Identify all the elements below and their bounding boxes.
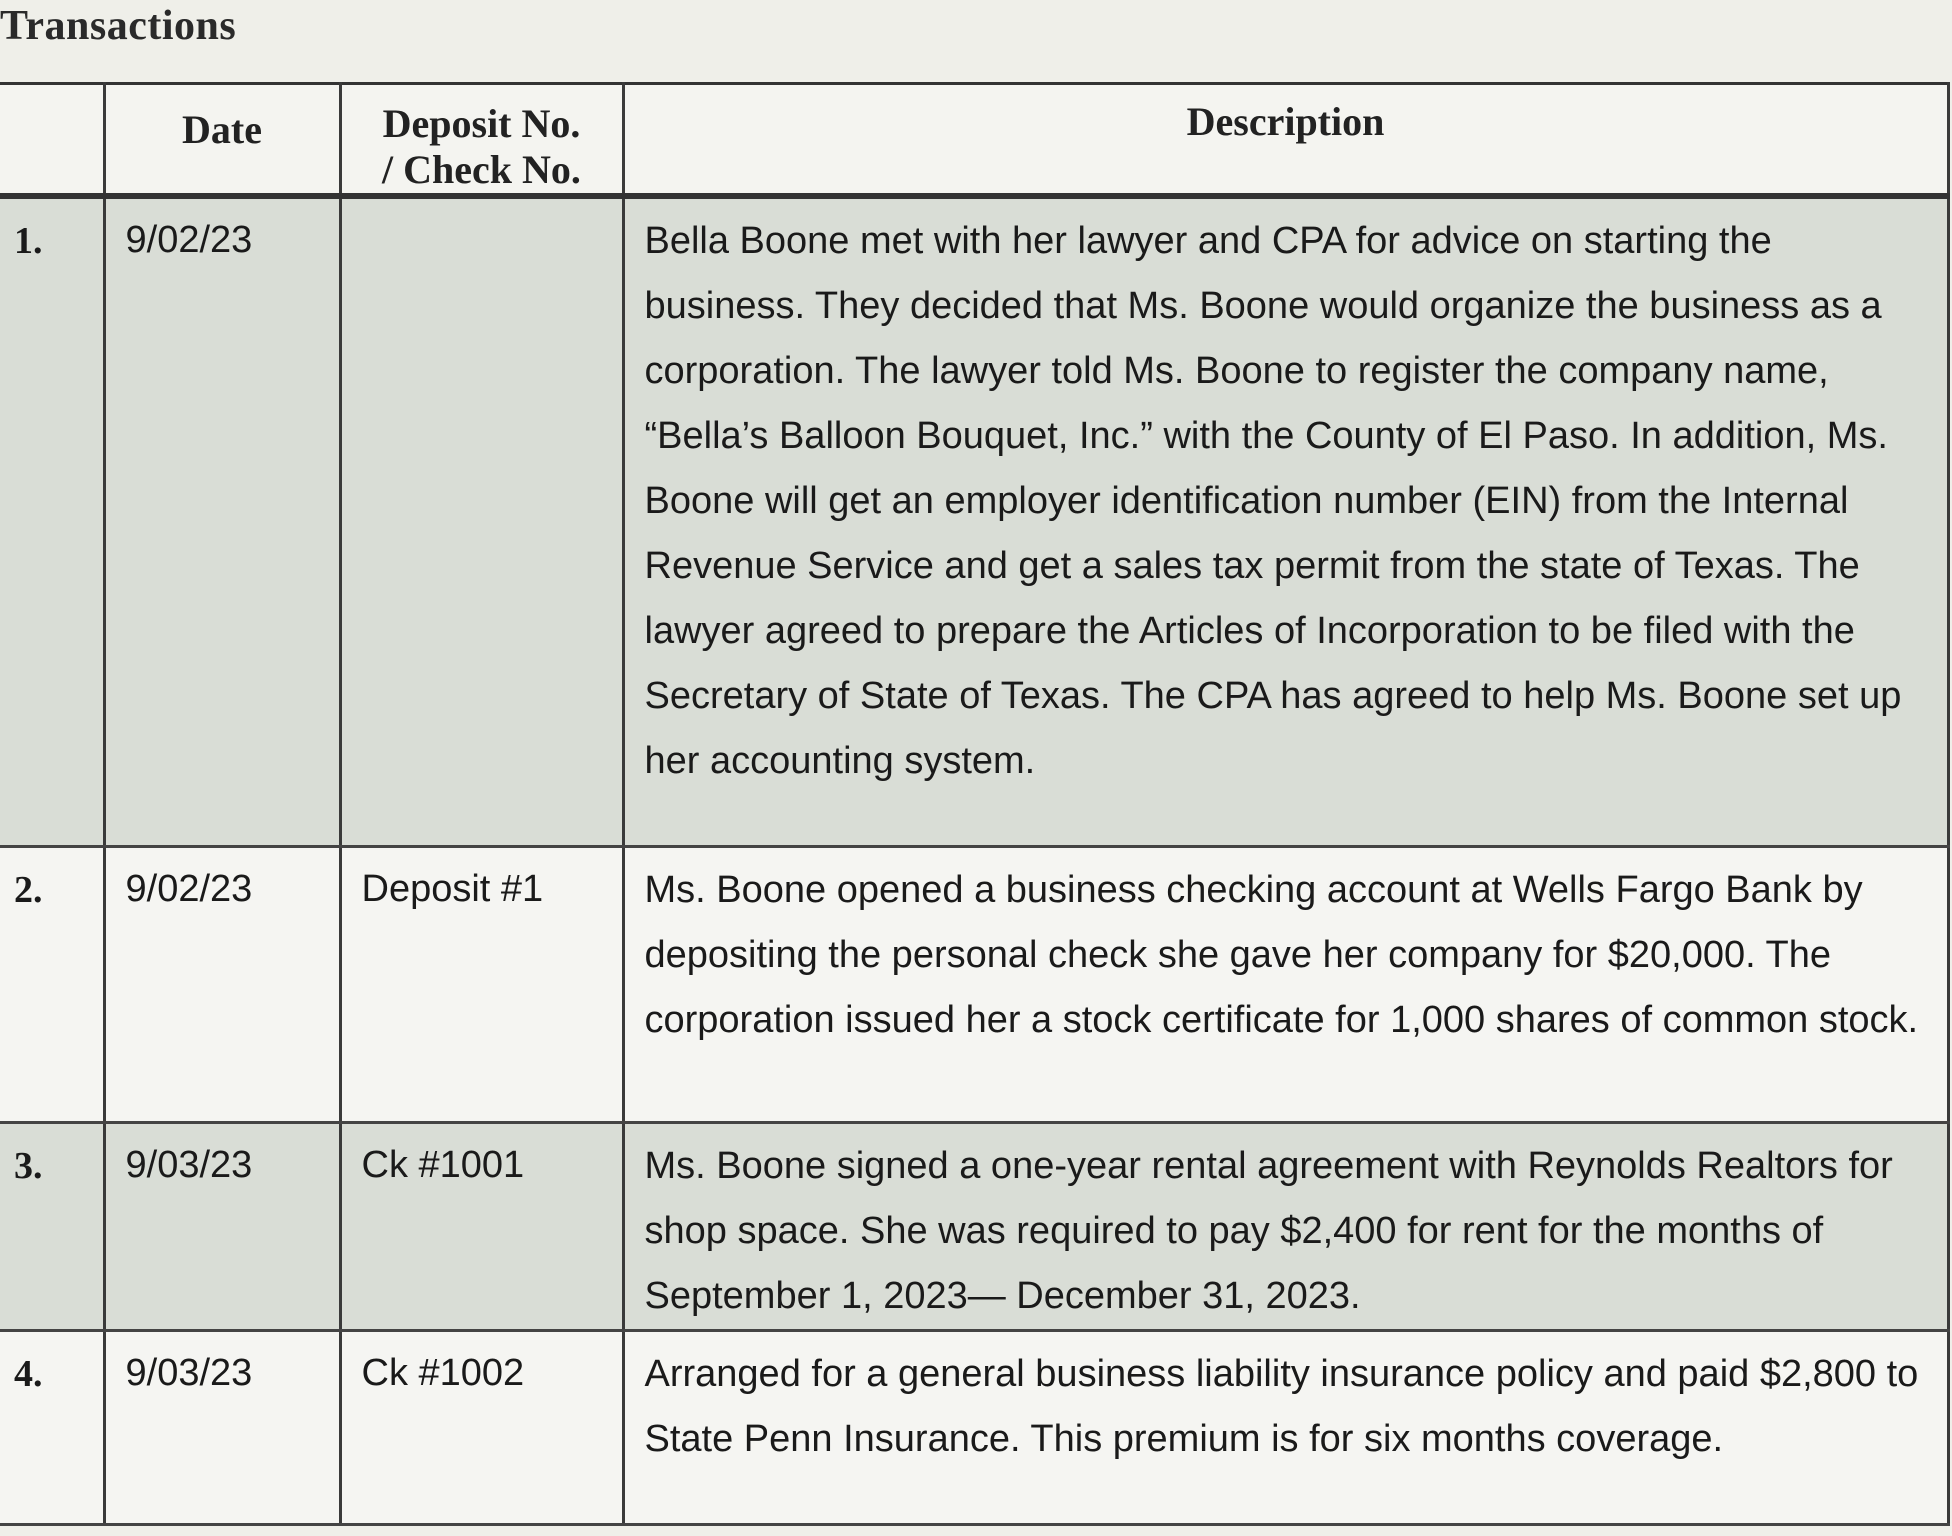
row-reference <box>340 196 623 846</box>
row-description: Ms. Boone opened a business checking account at Wells Fargo Bank by depositing the personal check she gave her company for $20,000. The corporation issued her a stock certificate for 1,000 shares of common stock. <box>623 846 1948 1122</box>
table-row <box>0 1330 1948 1524</box>
table-row <box>0 196 1948 846</box>
row-number: 3. <box>0 1122 104 1330</box>
reference-column-header <box>340 84 623 197</box>
reference-header-line2: / Check No. <box>382 147 581 192</box>
row-description: Bella Boone met with her lawyer and CPA for advice on starting the business. They decided that Ms. Boone would organize the business as a corporation. The lawyer told Ms. Boone to register the company name, “Bella’s Balloon Bouquet, Inc.” with the County of El Paso. In addition, Ms. Boone will get an employer identification number (EIN) from the Internal Revenue Service and get a sales tax permit from the state of Texas. The lawyer agreed to prepare the Articles of Incorporation to be filed with the Secretary of State of Texas. The CPA has agreed to help Ms. Boone set up her accounting system. <box>623 196 1948 846</box>
table-header-row <box>0 84 1948 197</box>
row-reference: Deposit #1 <box>340 846 623 1122</box>
description-column-header: Description <box>623 84 1948 197</box>
row-date: 9/03/23 <box>104 1330 340 1524</box>
table-row <box>0 1122 1948 1330</box>
date-column-header: Date <box>104 84 340 197</box>
row-number: 1. <box>0 196 104 846</box>
table-row <box>0 846 1948 1122</box>
transactions-table <box>0 82 1950 1526</box>
row-reference: Ck #1002 <box>340 1330 623 1524</box>
row-date: 9/03/23 <box>104 1122 340 1330</box>
row-number: 2. <box>0 846 104 1122</box>
reference-header-line1: Deposit No. <box>382 101 581 146</box>
row-date: 9/02/23 <box>104 196 340 846</box>
number-column-header <box>0 84 104 197</box>
row-number: 4. <box>0 1330 104 1524</box>
row-date: 9/02/23 <box>104 846 340 1122</box>
page-title: Transactions <box>0 3 237 49</box>
row-description: Arranged for a general business liability insurance policy and paid $2,800 to State Penn Insurance. This premium is for six months coverage. <box>623 1330 1948 1524</box>
row-reference: Ck #1001 <box>340 1122 623 1330</box>
row-description: Ms. Boone signed a one-year rental agreement with Reynolds Realtors for shop space. She was required to pay $2,400 for rent for the months of September 1, 2023— December 31, 2023. <box>623 1122 1948 1330</box>
